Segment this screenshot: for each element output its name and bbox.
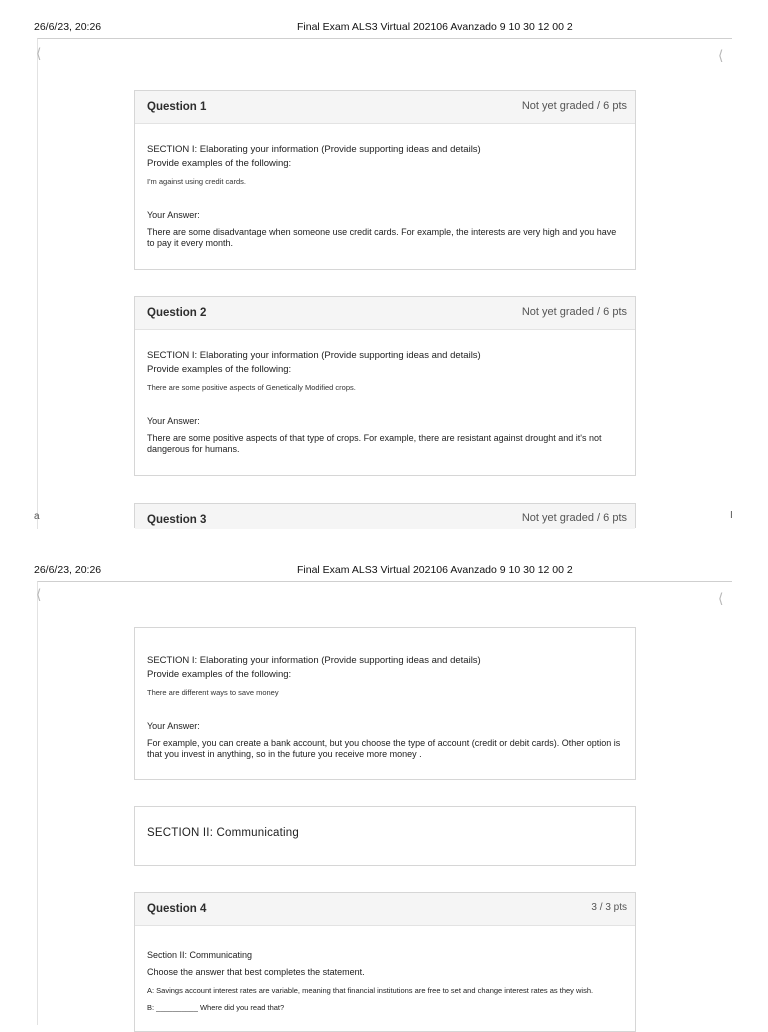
- question-instruction: Provide examples of the following:: [147, 364, 292, 375]
- dialogue-line-b: B: __________ Where did you read that?: [147, 1003, 285, 1012]
- question-card-2: [134, 296, 636, 476]
- section-heading: SECTION I: Elaborating your information (Provide supporting ideas and details): [147, 350, 481, 361]
- answer-text: There are some disadvantage when someone use credit cards. For example, the interests are very high and you have to pay it every month.: [147, 227, 617, 248]
- frame-corner-right-mark: ⟨: [718, 591, 724, 607]
- question-header: [135, 893, 635, 926]
- dialogue-line-a: A: Savings account interest rates are variable, meaning that financial institutions are free to set and change interest rates as they wish.: [147, 986, 594, 995]
- print-timestamp: 26/6/23, 20:26: [34, 21, 102, 33]
- page-edge-glyph-right: I: [730, 510, 733, 521]
- frame-corner-left-mark: ⟨: [36, 46, 42, 62]
- question-header: [135, 91, 635, 124]
- answer-label: Your Answer:: [147, 721, 200, 731]
- question-header: [135, 297, 635, 330]
- frame-corner-right-mark: ⟨: [718, 48, 724, 64]
- answer-label: Your Answer:: [147, 416, 200, 426]
- answer-text: There are some positive aspects of that type of crops. For example, there are resistant against drought and it's not dangerous for humans.: [147, 433, 602, 454]
- question-instruction: Provide examples of the following:: [147, 669, 292, 680]
- question-card-1: [134, 90, 636, 270]
- section-2-card: [134, 806, 636, 866]
- print-document-title: Final Exam ALS3 Virtual 202106 Avanzado 9 10 30 12 00 2: [297, 564, 573, 576]
- frame-corner-left-mark: ⟨: [36, 587, 42, 603]
- answer-label: Your Answer:: [147, 210, 200, 220]
- question-instruction: Provide examples of the following:: [147, 158, 292, 169]
- question-prompt: There are different ways to save money: [147, 688, 279, 697]
- print-header-page-1: [0, 21, 768, 37]
- question-body: [135, 628, 635, 760]
- print-timestamp: 26/6/23, 20:26: [34, 564, 102, 576]
- question-title: Question 3: [147, 514, 207, 526]
- section-title: SECTION II: Communicating: [147, 827, 299, 839]
- question-points: Not yet graded / 6 pts: [521, 512, 627, 524]
- section-heading: SECTION I: Elaborating your information (Provide supporting ideas and details): [147, 655, 481, 666]
- page-edge-glyph-left: a: [34, 511, 40, 522]
- print-document-title: Final Exam ALS3 Virtual 202106 Avanzado 9 10 30 12 00 2: [297, 21, 573, 33]
- question-title: Question 1: [147, 101, 207, 113]
- question-prompt: There are some positive aspects of Genetically Modified crops.: [147, 383, 356, 392]
- answer-text: For example, you can create a bank account, but you choose the type of account (credit or debit cards). Other option is that you invest in anything, so in the future you receive more money .: [147, 738, 621, 759]
- question-card-4: [134, 892, 636, 1032]
- section-heading: SECTION I: Elaborating your information (Provide supporting ideas and details): [147, 144, 481, 155]
- question-title: Question 2: [147, 307, 207, 319]
- question-points: 3 / 3 pts: [591, 902, 627, 913]
- question-instruction: Choose the answer that best completes the statement.: [147, 967, 365, 977]
- question-body: [135, 330, 635, 455]
- question-title: Question 4: [147, 903, 207, 915]
- question-body: [135, 926, 635, 1012]
- question-header: [135, 504, 635, 529]
- question-card-3: [134, 503, 636, 528]
- question-card-3-continued: [134, 627, 636, 780]
- question-points: Not yet graded / 6 pts: [521, 306, 627, 318]
- question-prompt: I'm against using credit cards.: [147, 177, 246, 186]
- question-body: [135, 124, 635, 249]
- print-header-page-2: [0, 564, 768, 580]
- question-points: Not yet graded / 6 pts: [521, 100, 627, 112]
- section-heading: Section II: Communicating: [147, 950, 253, 960]
